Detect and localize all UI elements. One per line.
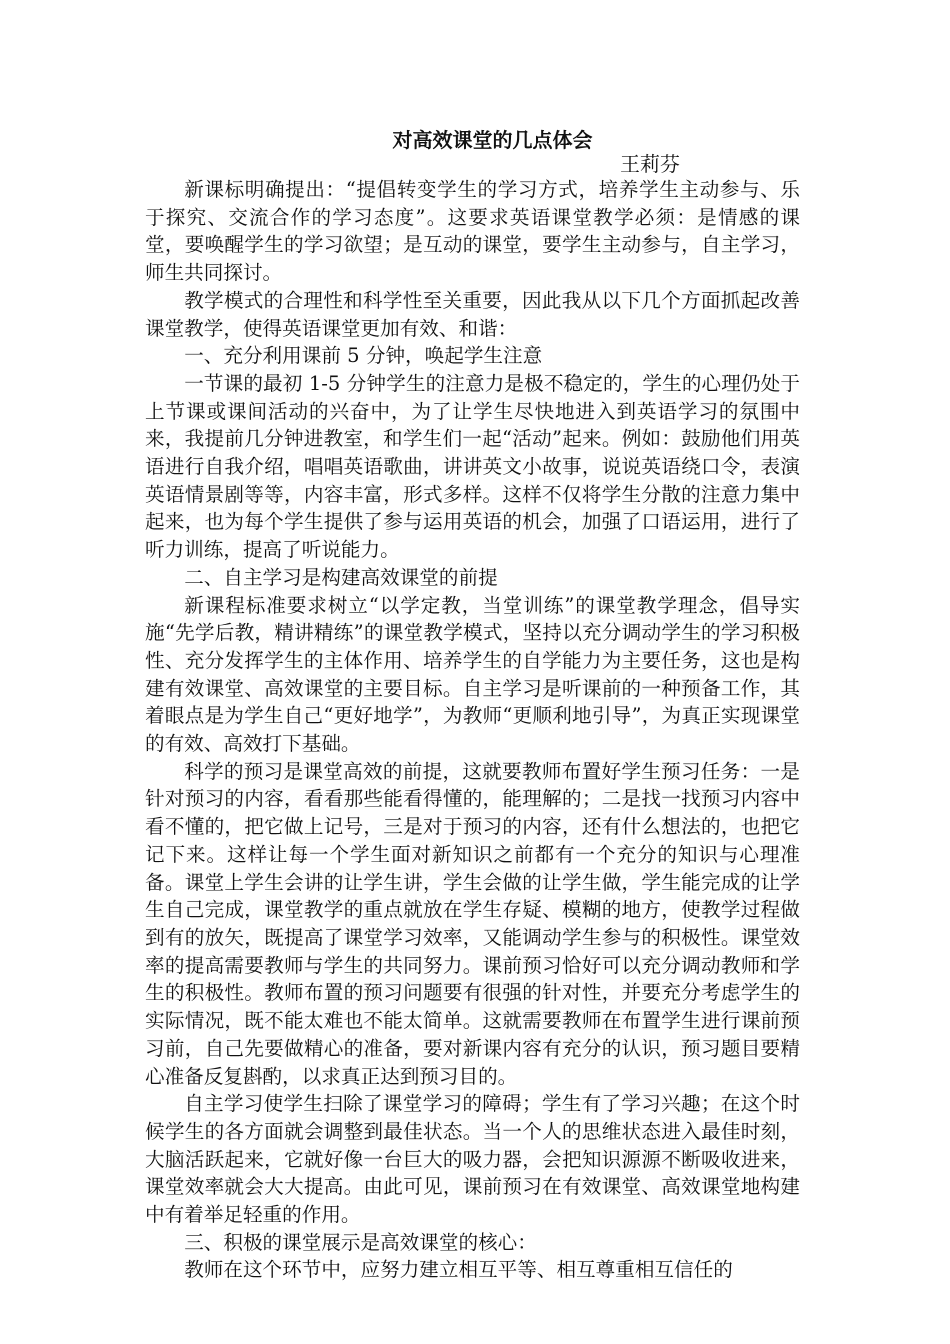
paragraph-intro: 新课标明确提出：“提倡转变学生的学习方式，培养学生主动参与、乐于探究、交流合作的学习态度”。这要求英语课堂教学必须：是情感的课堂，要唤醒学生的学习欲望；是互动的课堂，要学生主动参与，自主学习，师生共同探讨。 xyxy=(145,178,800,285)
page-title: 对高效课堂的几点体会 xyxy=(392,128,593,152)
paragraph-section-2c: 自主学习使学生扫除了课堂学习的障碍；学生有了学习兴趣；在这个时候学生的各方面就会调整到最佳状态。当一个人的思维状态进入最佳时刻，大脑活跃起来，它就好像一台巨大的吸力器，会把知识源源不断吸收进来，课堂效率就会大大提高。由此可见，课前预习在有效课堂、高效课堂地构建中有着举足轻重的作用。 xyxy=(145,1092,800,1227)
paragraph-teaching-model: 教学模式的合理性和科学性至关重要，因此我从以下几个方面抓起改善课堂教学，使得英语课堂更加有效、和谐： xyxy=(145,288,800,340)
author-name: 王莉芬 xyxy=(620,152,680,176)
paragraph-section-2b: 科学的预习是课堂高效的前提，这就要教师布置好学生预习任务：一是针对预习的内容，看看那些能看得懂的，能理解的；二是找一找预习内容中看不懂的，把它做上记号，三是对于预习的内容，还有什么想法的，也把它记下来。这样让每一个学生面对新知识之前都有一个充分的知识与心理准备。课堂上学生会讲的让学生讲，学生会做的让学生做，学生能完成的让学生自己完成，课堂教学的重点就放在学生存疑、模糊的地方，使教学过程做到有的放矢，既提高了课堂学习效率，又能调动学生参与的积极性。课堂效率的提高需要教师与学生的共同努力。课前预习恰好可以充分调动教师和学生的积极性。教师布置的预习问题要有很强的针对性，并要充分考虑学生的实际情况，既不能太难也不能太简单。这就需要教师在布置学生进行课前预习前，自己先要做精心的准备，要对新课内容有充分的认识，预习题目要精心准备反复斟酌，以求真正达到预习目的。 xyxy=(145,759,800,1088)
document-body xyxy=(145,128,800,1284)
section-heading-2: 二、自主学习是构建高效课堂的前提 xyxy=(184,565,498,589)
paragraph-section-2a: 新课程标准要求树立“以学定教，当堂训练”的课堂教学理念，倡导实施“先学后教，精讲精练”的课堂教学模式，坚持以充分调动学生的学习积极性、充分发挥学生的主体作用、培养学生的自学能力为主要任务，这也是构建有效课堂、高效课堂的主要目标。自主学习是听课前的一种预备工作，其着眼点是为学生自己“更好地学”，为教师“更顺利地引导”，为真正实现课堂的有效、高效打下基础。 xyxy=(145,593,800,756)
paragraph-section-1: 一节课的最初 1-5 分钟学生的注意力是极不稳定的，学生的心理仍处于上节课或课间活动的兴奋中，为了让学生尽快地进入到英语学习的氛围中来，我提前几分钟进教室，和学生们一起“活动”起来。例如：鼓励他们用英语进行自我介绍，唱唱英语歌曲，讲讲英文小故事，说说英语绕口令，表演英语情景剧等等，内容丰富，形式多样。这样不仅将学生分散的注意力集中起来，也为每个学生提供了参与运用英语的机会，加强了口语运用，进行了听力训练，提高了听说能力。 xyxy=(145,371,800,562)
section-heading-3: 三、积极的课堂展示是高效课堂的核心： xyxy=(184,1230,537,1254)
section-heading-1: 一、充分利用课前 5 分钟，唤起学生注意 xyxy=(184,344,543,368)
paragraph-section-3: 教师在这个环节中，应努力建立相互平等、相互尊重相互信任的 xyxy=(184,1258,733,1282)
